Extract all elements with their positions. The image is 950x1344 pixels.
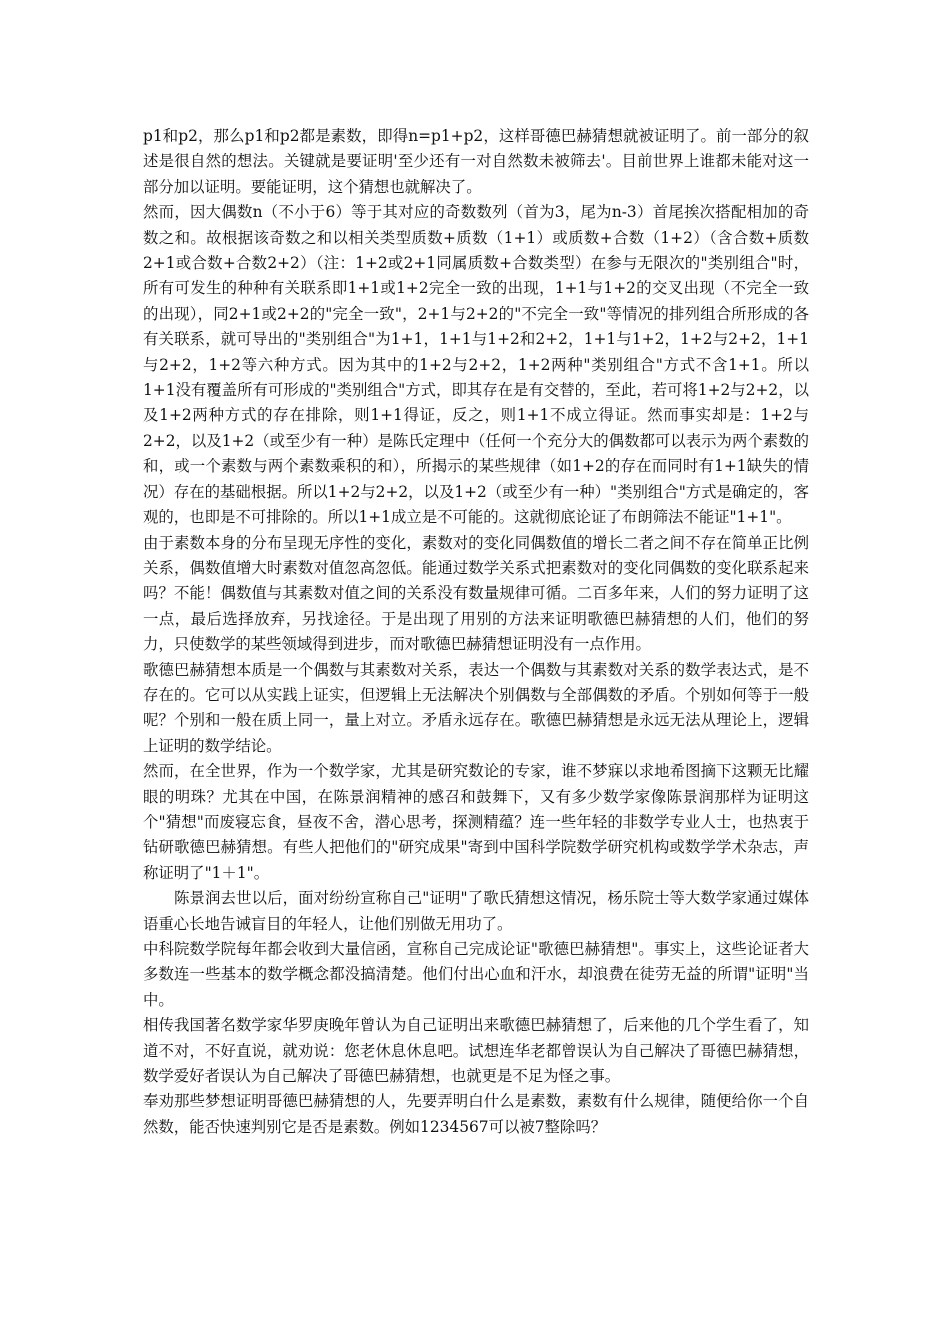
paragraph-indented: 陈景润去世以后，面对纷纷宣称自己"证明"了歌氏猜想这情况，杨乐院士等大数学家通过媒体语重心长地告诫盲目的年轻人，让他们别做无用功了。 bbox=[143, 889, 809, 933]
document-page bbox=[143, 124, 809, 1140]
paragraph: 中科院数学院每年都会收到大量信函，宣称自己完成论证"歌德巴赫猜想"。事实上，这些论证者大多数连一些基本的数学概念都没搞清楚。他们付出心血和汗水，却浪费在徒劳无益的所谓"证明"当中。 bbox=[143, 940, 809, 1009]
paragraph: 由于素数本身的分布呈现无序性的变化，素数对的变化同偶数值的增长二者之间不存在简单正比例关系，偶数值增大时素数对值忽高忽低。能通过数学关系式把素数对的变化同偶数的变化联系起来吗？不能！偶数值与其素数对值之间的关系没有数量规律可循。二百多年来，人们的努力证明了这一点，最后选择放弃，另找途径。于是出现了用别的方法来证明歌德巴赫猜想的人们，他们的努力，只使数学的某些领域得到进步，而对歌德巴赫猜想证明没有一点作用。 bbox=[143, 533, 809, 654]
paragraph: 然而，在全世界，作为一个数学家，尤其是研究数论的专家，谁不梦寐以求地希图摘下这颗无比耀眼的明珠？尤其在中国，在陈景润精神的感召和鼓舞下，又有多少数学家像陈景润那样为证明这个"猜想"而废寝忘食，昼夜不舍，潜心思考，探测精蕴？连一些年轻的非数学专业人士，也热衷于钻研歌德巴赫猜想。有些人把他们的"研究成果"寄到中国科学院数学研究机构或数学学术杂志，声称证明了"1＋1"。 bbox=[143, 762, 809, 882]
paragraph: 奉劝那些梦想证明哥德巴赫猜想的人，先要弄明白什么是素数，素数有什么规律，随便给你一个自然数，能否快速判别它是否是素数。例如1234567可以被7整除吗？ bbox=[143, 1092, 809, 1136]
paragraph: 相传我国著名数学家华罗庚晚年曾认为自己证明出来歌德巴赫猜想了，后来他的几个学生看了，知道不对，不好直说，就劝说：您老休息休息吧。试想连华老都曾误认为自己解决了哥德巴赫猜想，数学爱好者误认为自己解决了哥德巴赫猜想，也就更是不足为怪之事。 bbox=[143, 1016, 809, 1086]
paragraph: 然而，因大偶数n（不小于6）等于其对应的奇数数列（首为3，尾为n-3）首尾挨次搭配相加的奇数之和。故根据该奇数之和以相关类型质数+质数（1+1）或质数+合数（1+2）（含合数+质数2+1或合数+合数2+2）（注：1+2或2+1同属质数+合数类型）在参与无限次的"类别组合"时，所有可发生的种种有关联系即1+1或1+2完全一致的出现，1+1与1+2的交叉出现（不完全一致的出现），同2+1或2+2的"完全一致"，2+1与2+2的"不完全一致"等情况的排列组合所形成的各有关联系，就可导出的"类别组合"为1+1，1+1与1+2和2+2，1+1与1+2，1+2与2+2，1+1与2+2，1+2等六种方式。因为其中的1+2与2+2，1+2两种"类别组合"方式不含1+1。所以1+1没有覆盖所有可形成的"类别组合"方式，即其存在是有交替的，至此，若可将1+2与2+2，以及1+2两种方式的存在排除，则1+1得证，反之，则1+1不成立得证。然而事实却是：1+2与2+2，以及1+2（或至少有一种）是陈氏定理中（任何一个充分大的偶数都可以表示为两个素数的和，或一个素数与两个素数乘积的和），所揭示的某些规律（如1+2的存在而同时有1+1缺失的情况）存在的基础根据。所以1+2与2+2，以及1+2（或至少有一种）"类别组合"方式是确定的，客观的，也即是不可排除的。所以1+1成立是不可能的。这就彻底论证了布朗筛法不能证"1+1"。 bbox=[143, 203, 809, 527]
paragraph: p1和p2，那么p1和p2都是素数，即得n=p1+p2，这样哥德巴赫猜想就被证明了。前一部分的叙述是很自然的想法。关键就是要证明'至少还有一对自然数未被筛去'。目前世界上谁都未能对这一部分加以证明。要能证明，这个猜想也就解决了。 bbox=[143, 127, 809, 196]
paragraph: 歌德巴赫猜想本质是一个偶数与其素数对关系，表达一个偶数与其素数对关系的数学表达式，是不存在的。它可以从实践上证实，但逻辑上无法解决个别偶数与全部偶数的矛盾。个别如何等于一般呢？个别和一般在质上同一，量上对立。矛盾永远存在。歌德巴赫猜想是永远无法从理论上，逻辑上证明的数学结论。 bbox=[143, 660, 809, 755]
